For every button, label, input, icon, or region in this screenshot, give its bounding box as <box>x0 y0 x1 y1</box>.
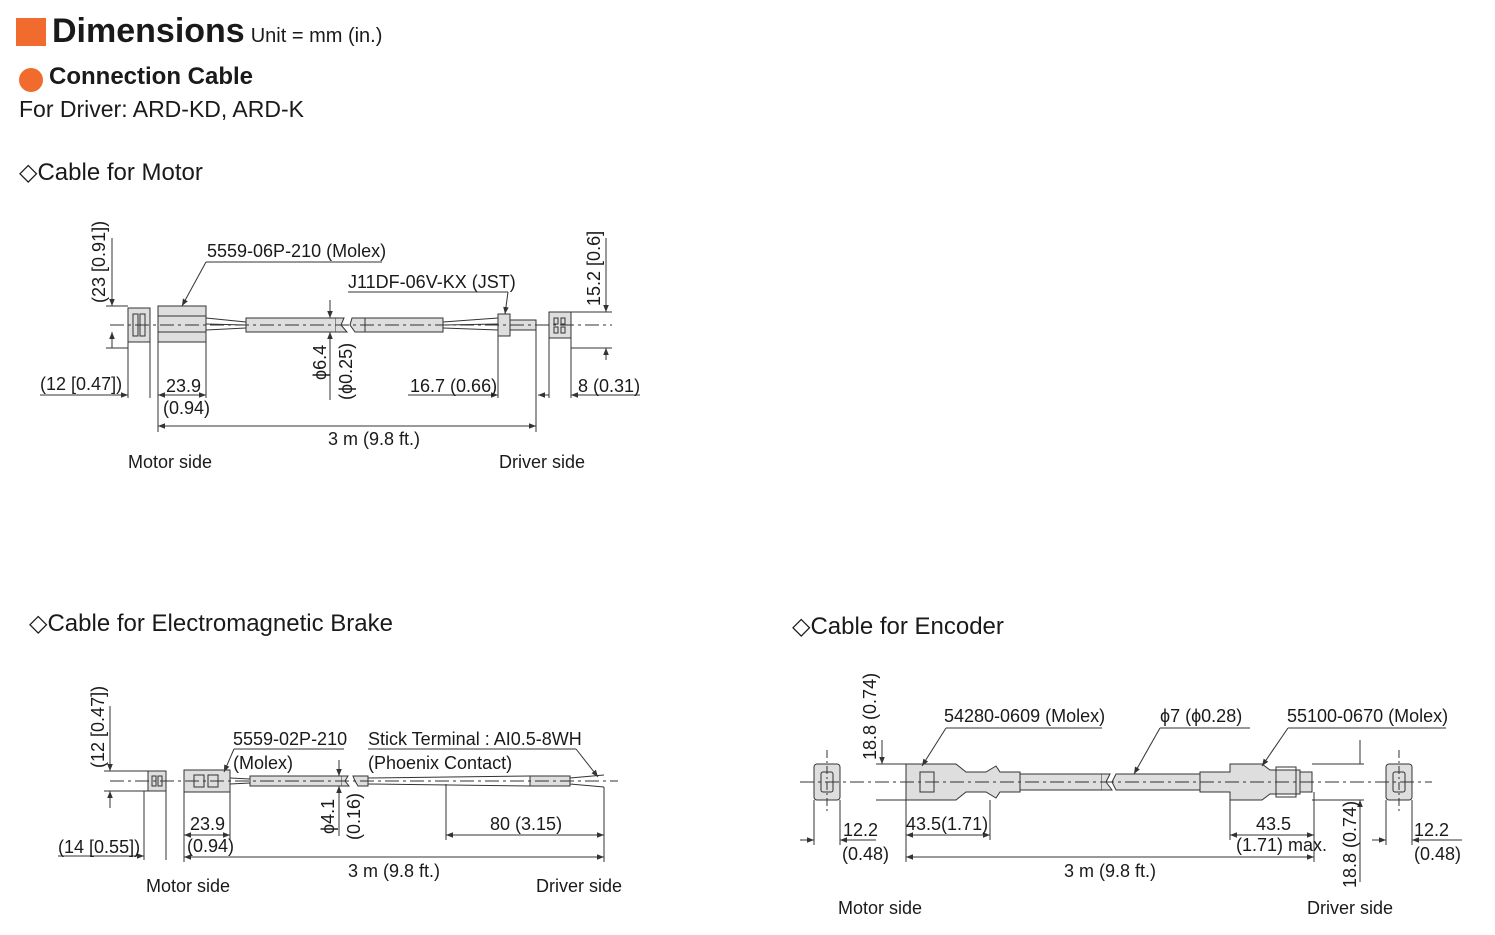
stick-terminal-label: Stick Terminal : AI0.5-8WH <box>368 729 582 749</box>
encoder-cable-title: ◇Cable for Encoder <box>792 613 1004 640</box>
brake-height-dim: (12 [0.47]) <box>88 685 108 768</box>
dim-value: 80 <box>490 814 511 834</box>
dim-inch: 0.48 <box>1420 844 1456 864</box>
dim-value: 18.8 <box>860 724 880 760</box>
dim-inch: ϕ0.28 <box>1191 706 1237 726</box>
dim-value: 8 <box>578 376 589 396</box>
brake-conn-len-inch: (0.94) <box>187 836 235 856</box>
dim-inch: 0.31 <box>599 376 635 396</box>
brake-conn-len-dim: 23.9 <box>190 814 226 834</box>
dim-value: 12 <box>46 374 67 394</box>
dim-inch: 0.47 <box>88 696 108 732</box>
motor-side-label: Motor side <box>128 452 213 472</box>
motor-total-length: 3 m (9.8 ft.) <box>328 429 421 449</box>
motor-cable-labels <box>40 221 640 472</box>
dim-inch: 0.94 <box>193 836 229 856</box>
dim-value: 18.8 <box>1340 852 1360 888</box>
brake-total-length: 3 m (9.8 ft.) <box>348 861 441 881</box>
brake-driver-side-label: Driver side <box>536 876 623 896</box>
encoder-right-conn-dim: 43.5 <box>1256 814 1292 834</box>
brake-dia-inch: (0.16) <box>344 792 364 840</box>
dim-value: 15.2 <box>584 270 604 306</box>
brake-dia-dim: ϕ4.1 <box>318 798 338 834</box>
stick-terminal-maker: (Phoenix Contact) <box>368 753 513 773</box>
encoder-driver-side-label: Driver side <box>1307 898 1394 918</box>
encoder-left-conn-dim: 43.5(1.71) <box>906 814 989 834</box>
dim-value: 23 <box>89 276 109 297</box>
encoder-cable-drawing <box>800 728 1462 882</box>
section-heading: Connection Cable <box>49 63 254 90</box>
driver-len-dim: 16.7 (0.66) <box>410 376 498 396</box>
dim-inch: 0.16 <box>344 798 364 834</box>
motor-cable-title: ◇Cable for Motor <box>19 159 203 186</box>
encoder-left-width-dim: 12.2 <box>843 820 879 840</box>
motor-connector-label: 5559-06P-210 (Molex) <box>207 241 387 261</box>
dim-value: 43.5 <box>906 814 942 834</box>
driver-compat: For Driver: ARD-KD, ARD-K <box>19 96 304 122</box>
driver-connector-label: J11DF-06V-KX (JST) <box>348 272 516 292</box>
dim-inch: 0.47 <box>76 374 112 394</box>
dim-inch: 0.94 <box>169 398 205 418</box>
dim-inch: 1.71 <box>1242 835 1278 855</box>
encoder-right-width-dim: 12.2 <box>1414 820 1450 840</box>
dim-inch: 3.15 <box>521 814 557 834</box>
encoder-motor-side-label: Motor side <box>838 898 923 918</box>
motor-dia-dim: ϕ6.4 <box>310 344 330 380</box>
dim-value: 12 <box>88 741 108 762</box>
encoder-total-length: 3 m (9.8 ft.) <box>1064 861 1157 881</box>
driver-width-dim: 8 (0.31) <box>578 376 641 396</box>
dim-inch: 0.25 <box>336 348 356 384</box>
driver-height-dim: 15.2 [0.6] <box>584 230 604 306</box>
encoder-right-height-dim: 18.8 (0.74) <box>1340 800 1360 888</box>
motor-conn-len-dim: 23.9 <box>166 376 202 396</box>
dim-inch: 0.91 <box>89 231 109 267</box>
encoder-left-height-dim: 18.8 (0.74) <box>860 672 880 760</box>
motor-height-dim: (23 [0.91]) <box>89 220 109 303</box>
unit-note: Unit = mm (in.) <box>250 25 383 47</box>
title-text: Dimensions <box>52 12 245 50</box>
brake-cable-title: ◇Cable for Electromagnetic Brake <box>29 610 393 637</box>
dim-inch: 0.55 <box>94 837 130 857</box>
motor-cable-drawing <box>40 235 640 432</box>
brake-width-dim: (14 [0.55]) <box>58 837 141 857</box>
encoder-right-width-inch: (0.48) <box>1414 844 1462 864</box>
dim-inch: 0.74 <box>1340 806 1360 842</box>
motor-connector-body <box>158 306 206 342</box>
encoder-motor-connector-label: 54280-0609 (Molex) <box>944 706 1106 726</box>
driver-side-label: Driver side <box>499 452 586 472</box>
brake-connector-maker: (Molex) <box>233 753 294 773</box>
motor-width-dim: (12 [0.47]) <box>40 374 123 394</box>
encoder-driver-connector-label: 55100-0670 (Molex) <box>1287 706 1449 726</box>
dim-value: 14 <box>64 837 85 857</box>
dim-inch: 0.66 <box>456 376 492 396</box>
encoder-left-width-inch: (0.48) <box>842 844 890 864</box>
encoder-dia-dim: ϕ7 (ϕ0.28) <box>1160 706 1243 726</box>
encoder-right-conn-inch: (1.71) max. <box>1236 835 1328 855</box>
motor-conn-len-inch: (0.94) <box>163 398 211 418</box>
brake-motor-side-label: Motor side <box>146 876 231 896</box>
motor-dia-inch: (ϕ0.25) <box>336 342 356 400</box>
dim-inch: 0.6 <box>584 235 604 261</box>
brake-connector-label: 5559-02P-210 <box>233 729 348 749</box>
dim-inch: 0.48 <box>848 844 884 864</box>
dim-inch: 1.71 <box>947 814 983 834</box>
max-label: max. <box>1288 835 1328 855</box>
dim-value: ϕ7 <box>1160 706 1181 726</box>
dim-value: 16.7 <box>410 376 446 396</box>
dim-inch: 0.74 <box>860 678 880 714</box>
brake-strip-len-dim: 80 (3.15) <box>490 814 563 834</box>
